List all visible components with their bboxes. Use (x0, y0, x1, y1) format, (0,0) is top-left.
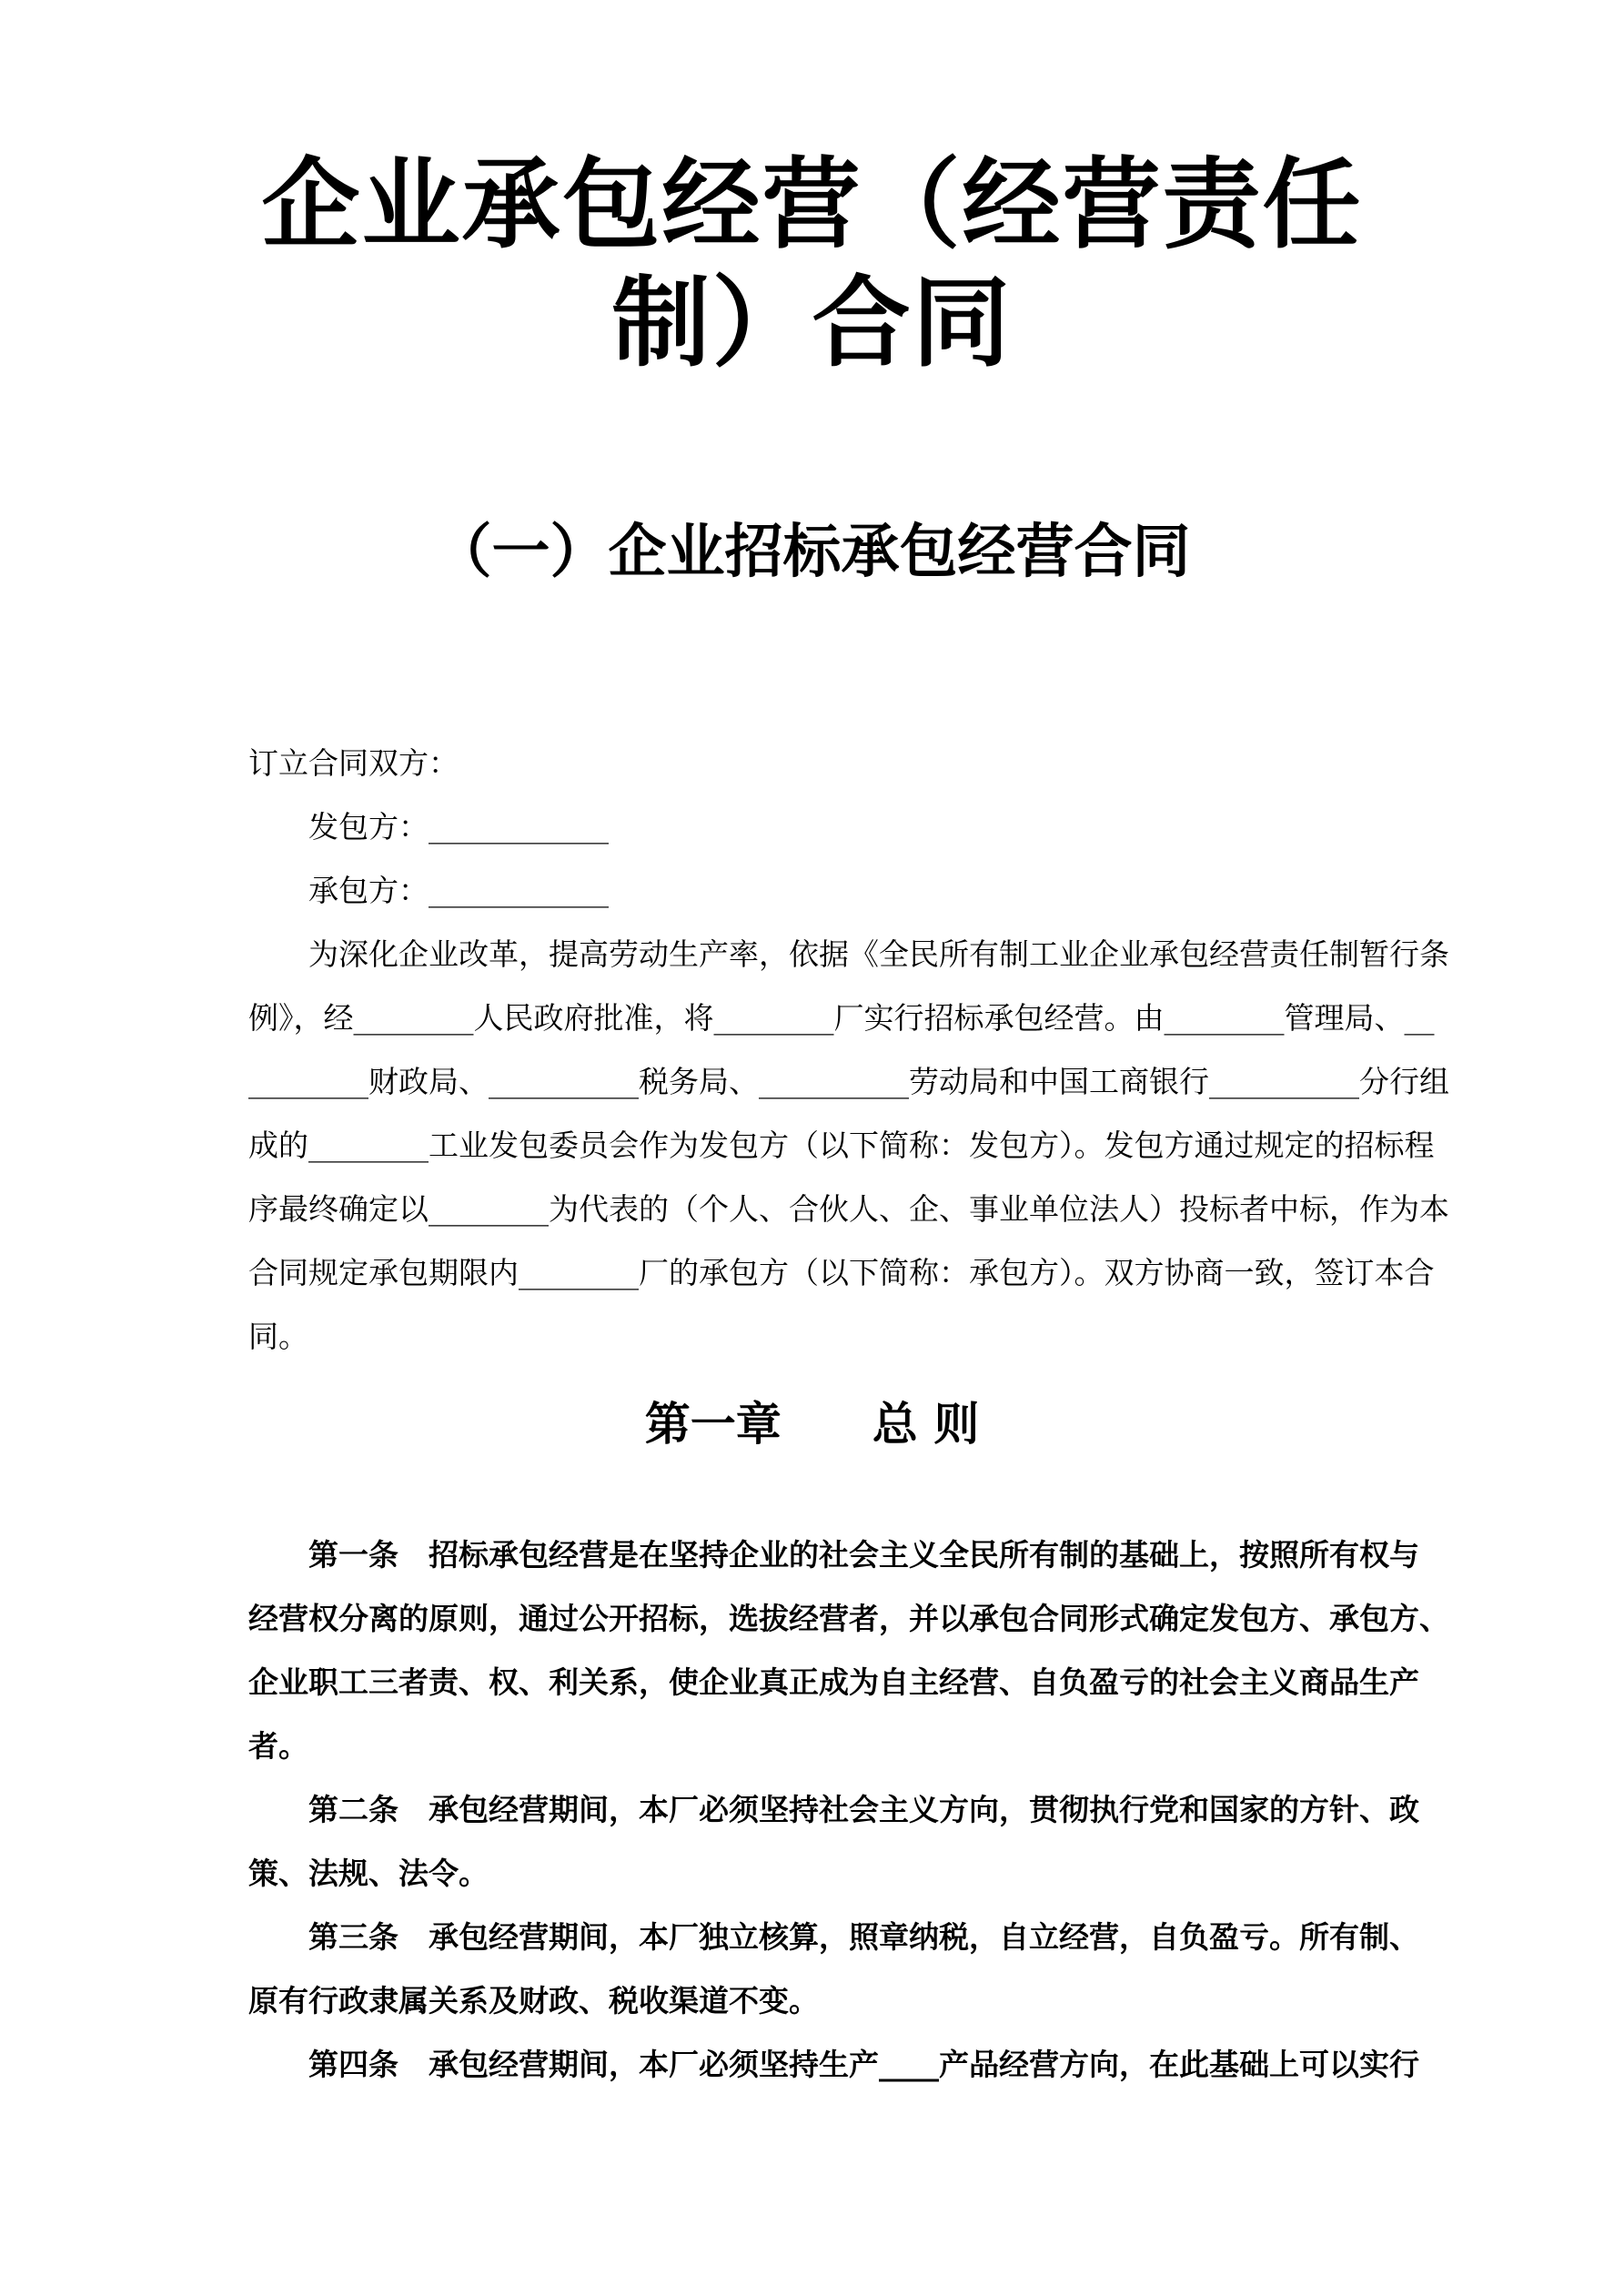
preamble-line: 例》，经________人民政府批准，将________厂实行招标承包经营。由________管理局、__ (248, 1000, 1435, 1036)
preamble-line: ________财政局、__________税务局、__________劳动局和中国工商银行__________分行组 (248, 1064, 1449, 1099)
article-4-line: 第四条 承包经营期间，本厂必须坚持生产____产品经营方向，在此基础上可以实行 (308, 2047, 1419, 2082)
article-3-line: 第三条 承包经营期间，本厂独立核算，照章纳税，自立经营，自负盈亏。所有制、 (308, 1919, 1419, 1955)
article-1-line: 经营权分离的原则，通过公开招标，选拔经营者，并以承包合同形式确定发包方、承包方、 (248, 1601, 1449, 1636)
article-1-line: 企业职工三者责、权、利关系，使企业真正成为自主经营、自负盈亏的社会主义商品生产 (248, 1664, 1419, 1700)
articles-section (248, 1523, 1449, 2097)
contractor-line: 承包方：____________ (308, 873, 609, 908)
article-3-line: 原有行政隶属关系及财政、税收渠道不变。 (248, 1983, 819, 2018)
article-1-line: 第一条 招标承包经营是在坚持企业的社会主义全民所有制的基础上，按照所有权与 (308, 1537, 1419, 1573)
chapter-heading: 第一章 总 则 (644, 1397, 980, 1451)
preamble-line: 同。 (248, 1319, 308, 1354)
article-1-line: 者。 (248, 1728, 308, 1764)
parties-section (248, 732, 1449, 1369)
article-2-line: 策、法规、法令。 (248, 1856, 489, 1891)
article-2-line: 第二条 承包经营期间，本厂必须坚持社会主义方向，贯彻执行党和国家的方针、政 (308, 1792, 1419, 1827)
employer-line: 发包方：____________ (308, 809, 609, 845)
preamble-line: 序最终确定以________为代表的（个人、合伙人、企、事业单位法人）投标者中标，作为本 (248, 1191, 1449, 1227)
preamble-line: 为深化企业改革，提高劳动生产率，依据《全民所有制工业企业承包经营责任制暂行条 (308, 936, 1449, 972)
parties-intro: 订立合同双方： (248, 745, 459, 781)
document-title-line-1: 企业承包经营（经营责任 (261, 148, 1363, 262)
preamble-line: 成的________工业发包委员会作为发包方（以下简称：发包方）。发包方通过规定的招标程 (248, 1128, 1435, 1163)
document-title-line-2: 制）合同 (611, 267, 1013, 380)
preamble-line: 合同规定承包期限内________厂的承包方（以下简称：承包方）。双方协商一致，签订本合 (248, 1255, 1435, 1290)
document-subtitle: （一）企业招标承包经营合同 (433, 518, 1191, 586)
